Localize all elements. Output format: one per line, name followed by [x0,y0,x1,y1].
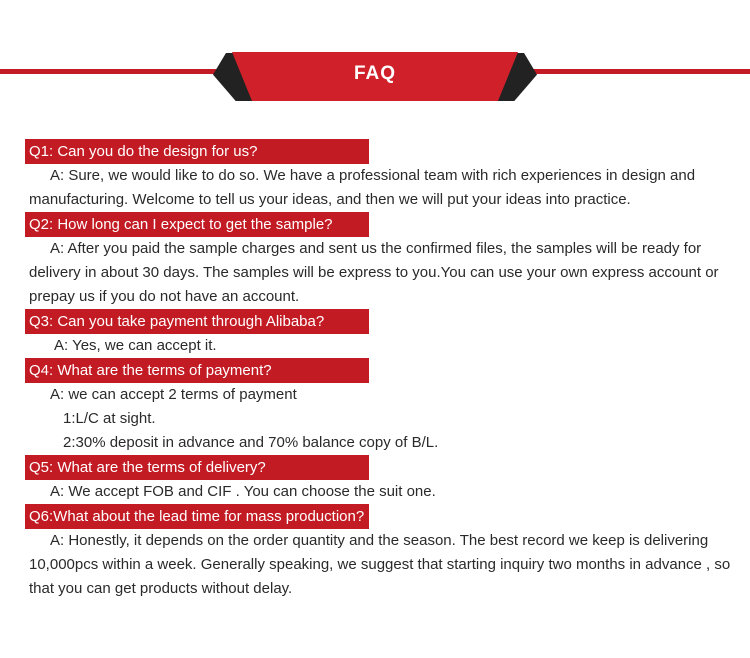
faq-banner [0,0,750,110]
faq-answer: A: Yes, we can accept it. [54,337,217,354]
faq-question: Q2: How long can I expect to get the sample? [25,212,369,237]
faq-item-6 [25,504,735,601]
faq-item-2 [25,212,735,309]
page-title: FAQ [353,63,397,84]
faq-item-5 [25,455,735,504]
faq-question: Q5: What are the terms of delivery? [25,455,369,480]
faq-item-1 [25,139,735,212]
faq-answer-line: 1:L/C at sight. [63,410,156,427]
faq-answer: A: Sure, we would like to do so. We have a professional team with rich experiences in design and manufacturing. Welcome to tell us your ideas, and then we will put your ideas into practice. [29,167,696,208]
faq-answer: A: Honestly, it depends on the order quantity and the season. The best record we keep is delivering 10,000pcs within a week. Generally speaking, we suggest that starting inquiry two months in advance , so that you can get products without delay. [29,532,731,597]
faq-item-3 [25,309,735,358]
faq-answer: A: We accept FOB and CIF . You can choose the suit one. [50,483,436,500]
faq-list [25,139,735,601]
faq-question: Q4: What are the terms of payment? [25,358,369,383]
faq-question: Q6:What about the lead time for mass production? [25,504,369,529]
faq-question: Q1: Can you do the design for us? [25,139,369,164]
faq-item-4 [25,358,735,455]
faq-answer-line: 2:30% deposit in advance and 70% balance copy of B/L. [63,434,439,451]
faq-question: Q3: Can you take payment through Alibaba? [25,309,369,334]
faq-answer: A: After you paid the sample charges and sent us the confirmed files, the samples will be ready for delivery in about 30 days. The samples will be express to you.You can use your own express account or prepay us if you do not have an account. [29,240,719,305]
faq-answer: A: we can accept 2 terms of payment [50,386,297,403]
